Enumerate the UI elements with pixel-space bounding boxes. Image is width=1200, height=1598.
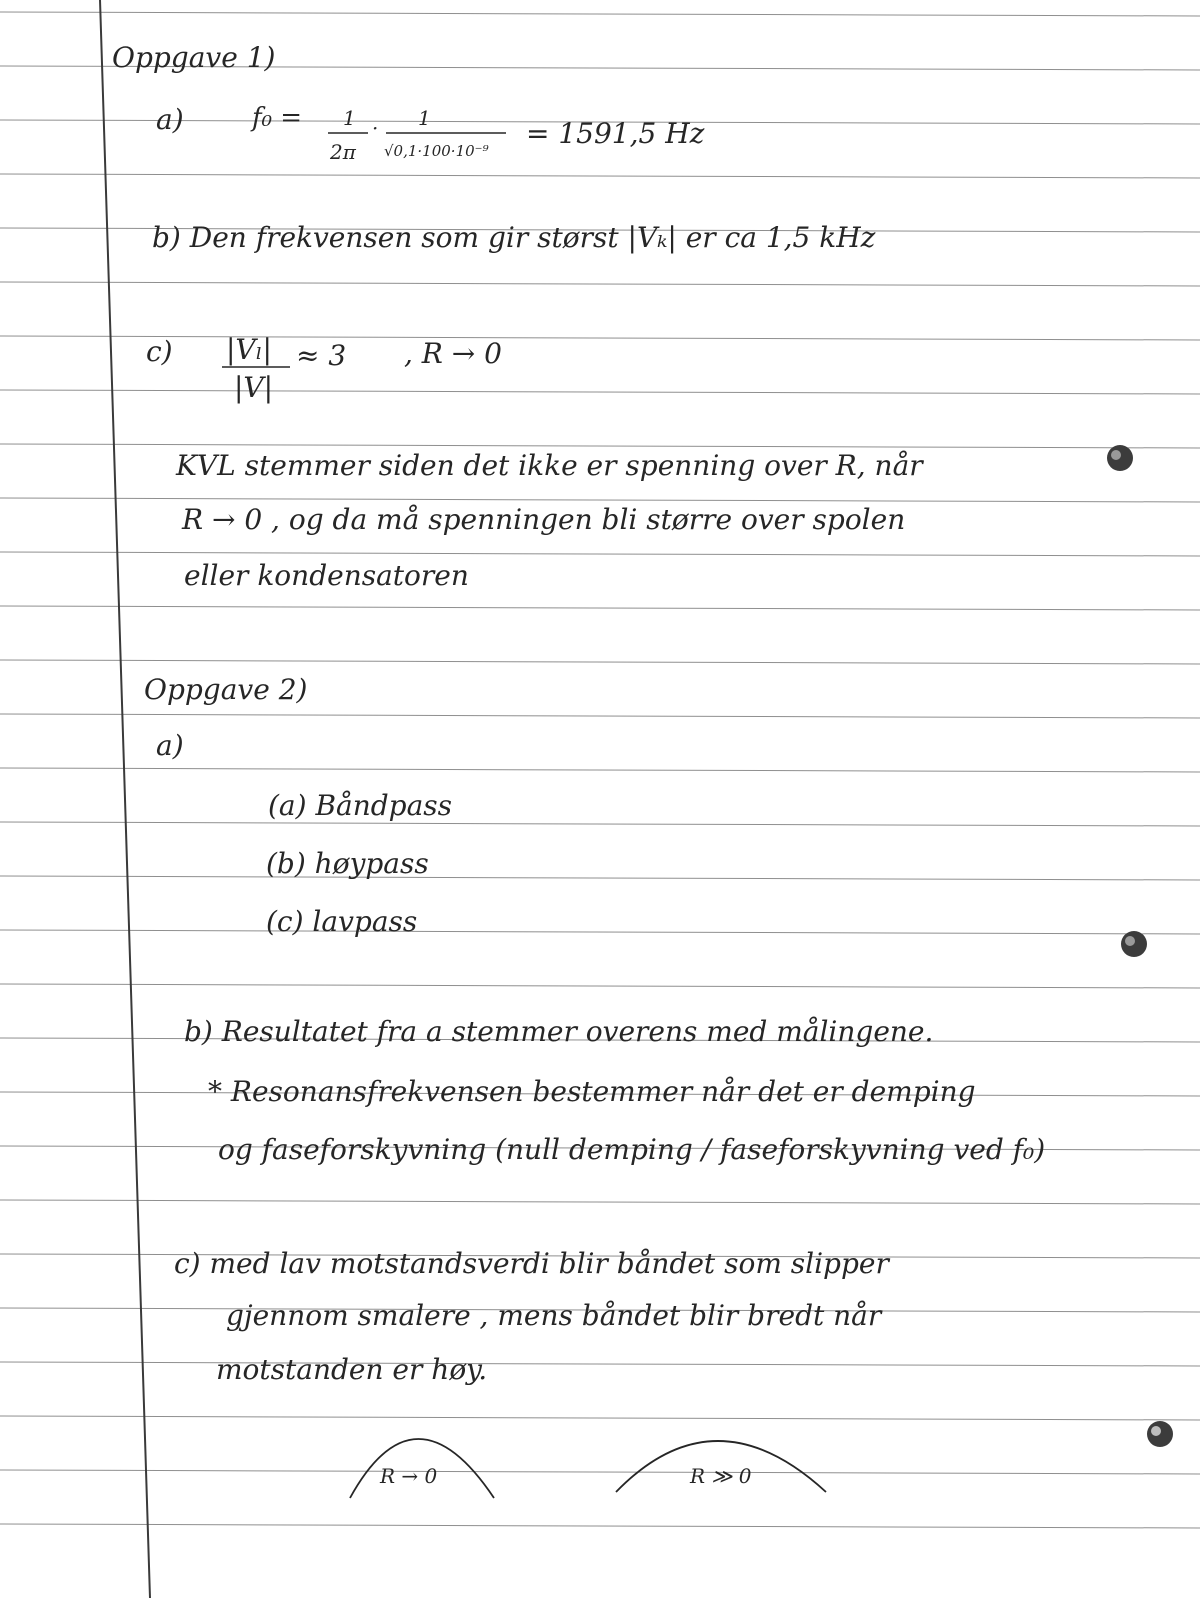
- ruled-line: [0, 336, 1200, 340]
- ruled-line: [0, 390, 1200, 394]
- punch-hole-1: [1107, 445, 1133, 471]
- ruled-line: [0, 12, 1200, 16]
- ruled-line: [0, 984, 1200, 988]
- ruled-line: [0, 714, 1200, 718]
- margin-line: [100, 0, 150, 1598]
- ruled-line: [0, 174, 1200, 178]
- ruled-line: [0, 876, 1200, 880]
- task1a-lhs: f₀ =: [252, 103, 303, 133]
- task2c-line-2: gjennom smalere , mens båndet blir bredt når: [226, 1299, 882, 1332]
- ruled-line: [0, 1200, 1200, 1204]
- task2b-line-1: b) Resultatet fra a stemmer overens med målingene.: [184, 1015, 934, 1048]
- task2c-line-1: c) med lav motstandsverdi blir båndet som slipper: [174, 1247, 889, 1280]
- sketch-wide-label: R ≫ 0: [690, 1464, 752, 1488]
- task1a-result: = 1591,5 Hz: [526, 117, 705, 150]
- task2a-item-1: (a) Båndpass: [268, 789, 453, 822]
- task1a-den1: 2π: [330, 140, 356, 164]
- task1b-text: b) Den frekvensen som gir størst |Vₖ| er ca 1,5 kHz: [152, 221, 876, 254]
- task1-heading: Oppgave 1): [112, 41, 276, 74]
- task1a-den2: √0,1·100·10⁻⁹: [384, 142, 489, 160]
- task1c-label: c): [146, 335, 173, 368]
- task1c-condition: , R → 0: [404, 337, 502, 370]
- ruled-line: [0, 1416, 1200, 1420]
- ruled-line: [0, 1470, 1200, 1474]
- ruled-line: [0, 444, 1200, 448]
- task1a-num1: 1: [343, 106, 356, 130]
- task1a-dot: ·: [372, 116, 379, 140]
- task2b-line-2: * Resonansfrekvensen bestemmer når det er demping: [208, 1075, 976, 1108]
- ruled-line: [0, 282, 1200, 286]
- task2a-label: a): [156, 729, 184, 762]
- ruled-line: [0, 1362, 1200, 1366]
- sketch-narrow-label: R → 0: [380, 1464, 438, 1488]
- task2-heading: Oppgave 2): [144, 673, 308, 706]
- task1a-label: a): [156, 103, 184, 136]
- ruled-line: [0, 822, 1200, 826]
- ruled-line: [0, 930, 1200, 934]
- ruled-line: [0, 768, 1200, 772]
- ruled-line: [0, 660, 1200, 664]
- task1c-numerator: |Vₗ|: [226, 333, 272, 366]
- ruled-line: [0, 552, 1200, 556]
- task1a-num2: 1: [418, 106, 431, 130]
- punch-hole-2: [1121, 931, 1147, 957]
- task1c-line-3: eller kondensatoren: [184, 559, 469, 592]
- ruled-line: [0, 1524, 1200, 1528]
- task1c-denominator: |V|: [234, 371, 274, 404]
- task1c-approx: ≈ 3: [296, 339, 347, 372]
- task2a-item-2: (b) høypass: [266, 847, 429, 880]
- ruled-line: [0, 606, 1200, 610]
- ruled-line: [0, 498, 1200, 502]
- task1c-line-2: R → 0 , og da må spenningen bli større over spolen: [182, 503, 906, 536]
- task1c-line-1: KVL stemmer siden det ikke er spenning over R, når: [176, 449, 923, 482]
- punch-hole-3: [1147, 1421, 1173, 1447]
- task2c-line-3: motstanden er høy.: [216, 1353, 488, 1386]
- task2b-line-3: og faseforskyvning (null demping / faseforskyvning ved f₀): [218, 1133, 1046, 1166]
- task2a-item-3: (c) lavpass: [266, 905, 418, 938]
